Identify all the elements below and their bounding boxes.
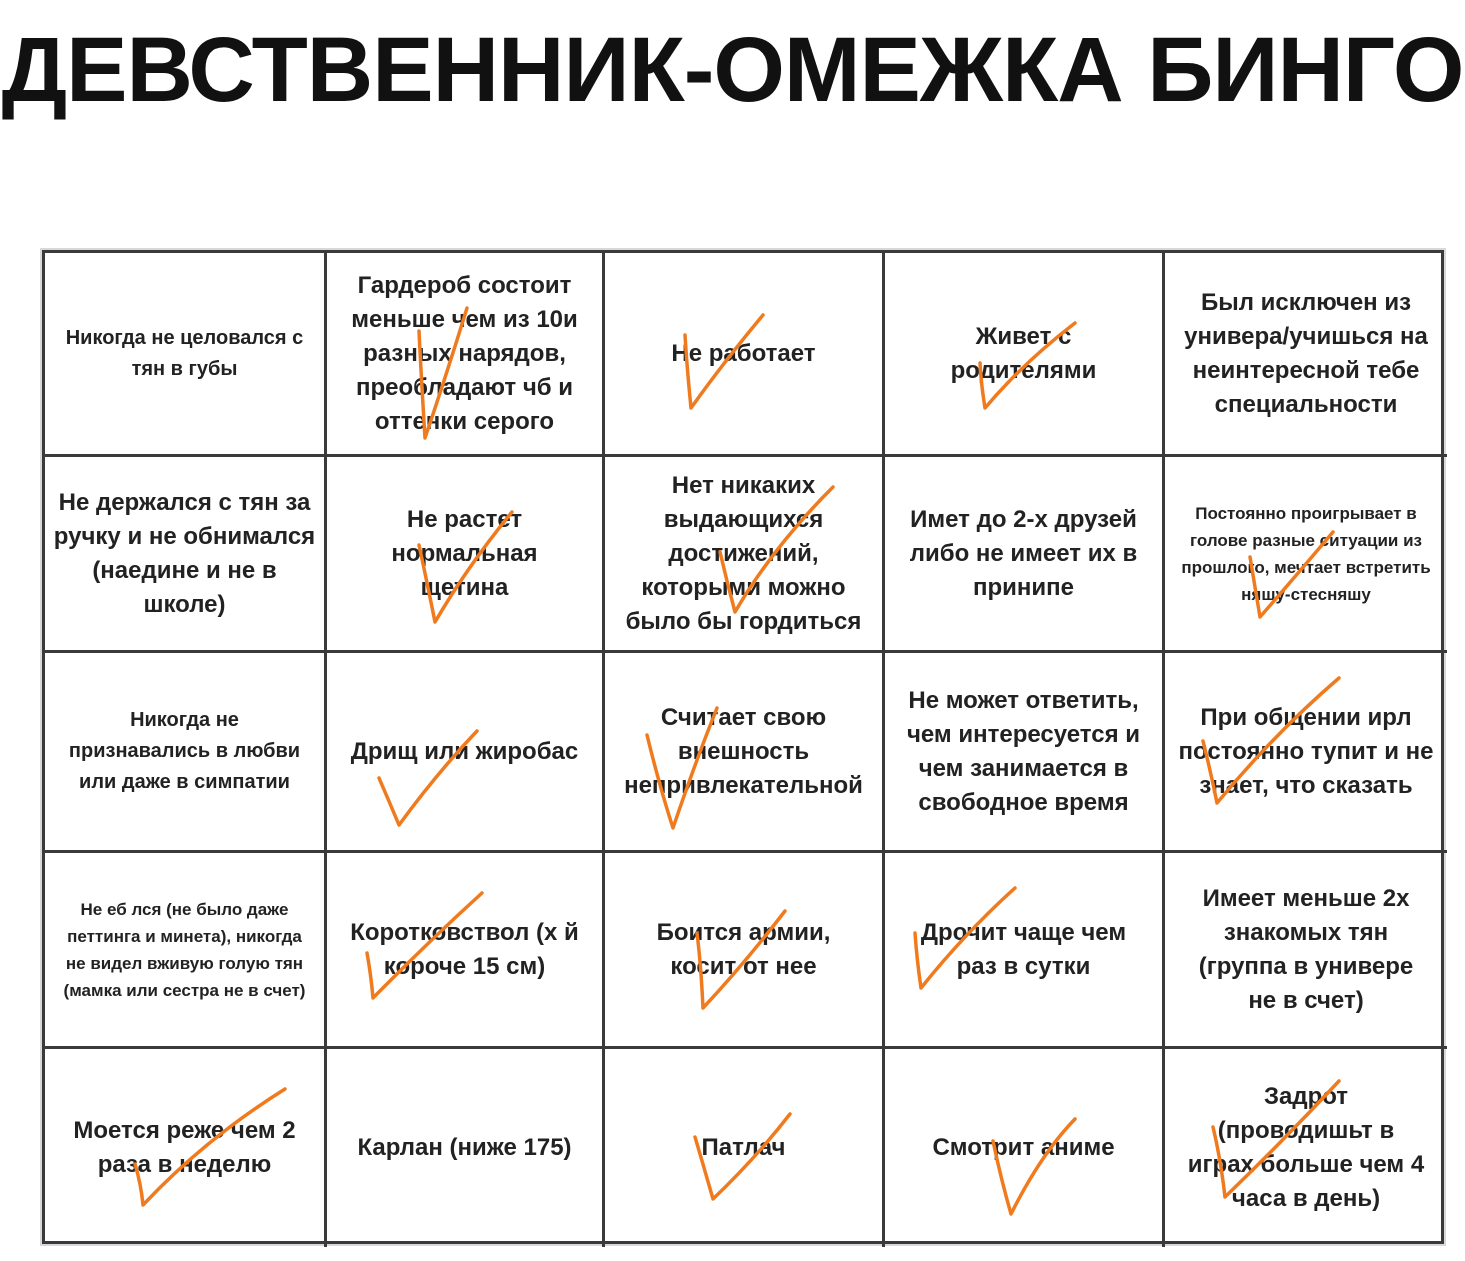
bingo-cell[interactable] <box>1165 457 1447 653</box>
bingo-cell[interactable] <box>45 253 327 457</box>
cell-label: Боится армии, косит от нее <box>656 918 831 980</box>
cell-label: Дрищ или жиробас <box>350 737 579 765</box>
bingo-cell[interactable] <box>885 457 1165 653</box>
cell-label: Карлан (ниже 175) <box>357 1134 572 1161</box>
cell-label: Не может ответить, чем интересуется и чем занимается в свободное время <box>906 686 1141 816</box>
bingo-grid <box>42 250 1444 1244</box>
bingo-cell[interactable] <box>885 853 1165 1049</box>
cell-label: Патлач <box>701 1134 786 1161</box>
bingo-cell[interactable] <box>327 653 605 853</box>
bingo-cell[interactable] <box>1165 1049 1447 1247</box>
bingo-cell[interactable] <box>45 1049 327 1247</box>
cell-label: Постоянно проигрывает в голове разные ситуации из прошлого, мечтает встретить няшу-стесняшу <box>1181 503 1431 604</box>
bingo-cell[interactable] <box>605 853 885 1049</box>
cell-label: Коротковствол (х й короче 15 см) <box>350 918 579 980</box>
bingo-cell[interactable] <box>885 653 1165 853</box>
cell-label: Считает свою внешность непривлекательной <box>624 703 863 799</box>
cell-label: Гардероб состоит меньше чем из 10и разных нарядов, преобладают чб и оттенки серого <box>351 271 578 435</box>
cell-label: Задрот (проводишьт в играх больше чем 4 часа в день) <box>1187 1083 1425 1212</box>
cell-label: При общении ирл постоянно тупит и не знает, что сказать <box>1178 703 1434 799</box>
cell-label: Никогда не признавались в любви или даже в симпатии <box>68 709 301 793</box>
cell-label: Не держался с тян за ручку и не обнимался (наедине и не в школе) <box>53 488 316 618</box>
bingo-cell[interactable] <box>327 853 605 1049</box>
cell-label: Имеет меньше 2х знакомых тян (группа в универе не в счет) <box>1198 884 1414 1014</box>
bingo-cell[interactable] <box>45 457 327 653</box>
cell-label: Имет до 2-х друзей либо не имеет их в принипе <box>909 505 1138 601</box>
cell-label: Не еб лся (не было даже петтинга и минета), никогда не видел вживую голую тян (мамка или сестра не в счет) <box>63 899 306 1000</box>
bingo-cell[interactable] <box>327 253 605 457</box>
bingo-cell[interactable] <box>885 1049 1165 1247</box>
bingo-cell[interactable] <box>1165 253 1447 457</box>
bingo-cell[interactable] <box>605 253 885 457</box>
bingo-cell[interactable] <box>605 457 885 653</box>
bingo-cell[interactable] <box>885 253 1165 457</box>
cell-label: Никогда не целовался с тян в губы <box>65 326 304 380</box>
cell-label: Не растет нормальная щетина <box>391 505 538 601</box>
page-title: ДЕВСТВЕННИК-ОМЕЖКА БИНГО <box>1 19 1464 121</box>
bingo-cell[interactable] <box>605 653 885 853</box>
cell-label: Живет с родителями <box>950 322 1097 384</box>
bingo-cell[interactable] <box>327 457 605 653</box>
bingo-cell[interactable] <box>327 1049 605 1247</box>
bingo-cell[interactable] <box>605 1049 885 1247</box>
bingo-cell[interactable] <box>1165 653 1447 853</box>
bingo-cell[interactable] <box>1165 853 1447 1049</box>
bingo-cell[interactable] <box>45 653 327 853</box>
cell-label: Нет никаких выдающихся достижений, которыми можно было бы гордиться <box>625 471 862 635</box>
cell-label: Не работает <box>671 339 816 367</box>
bingo-cell[interactable] <box>45 853 327 1049</box>
cell-label: Был исключен из универа/учишься на неинтересной тебе специальности <box>1184 288 1428 418</box>
cell-label: Дрочит чаще чем раз в сутки <box>920 918 1127 980</box>
cell-label: Моется реже чем 2 раза в неделю <box>73 1117 296 1178</box>
cell-label: Смотрит аниме <box>932 1134 1115 1161</box>
